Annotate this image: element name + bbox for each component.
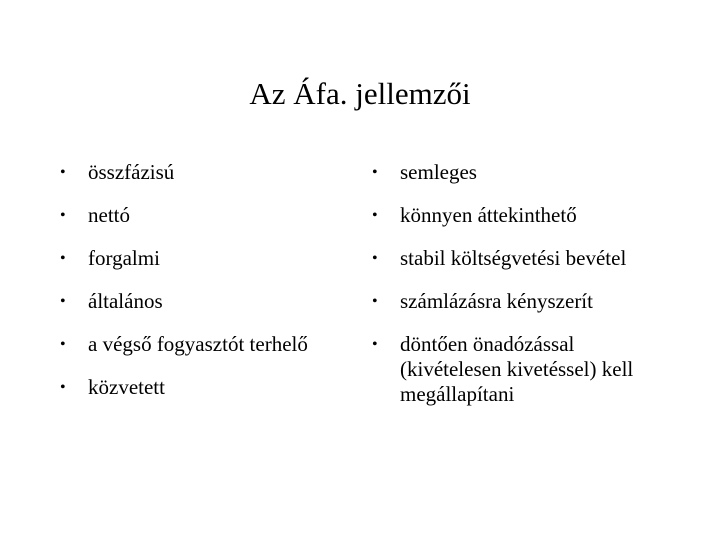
list-item-text: könnyen áttekinthető — [400, 203, 577, 227]
bullet-icon: • — [372, 336, 378, 353]
bullet-icon: • — [372, 164, 378, 181]
list-item-text: döntően önadózással (kivételesen kivetéssel) kell megállapítani — [400, 332, 634, 406]
list-item-text: a végső fogyasztót terhelő — [88, 332, 308, 356]
list-item — [370, 289, 700, 314]
list-item — [370, 246, 700, 271]
list-item-text: forgalmi — [88, 246, 160, 270]
slide-title: Az Áfa. jellemzői — [249, 76, 471, 111]
list-item-text: számlázásra kényszerít — [400, 289, 593, 313]
list-item-text: közvetett — [88, 375, 165, 399]
list-item — [58, 203, 368, 228]
right-bullet-list — [370, 160, 700, 425]
list-item-text: általános — [88, 289, 163, 313]
list-item-text: stabil költségvetési bevétel — [400, 246, 627, 270]
list-item — [370, 160, 700, 185]
list-item — [58, 375, 368, 400]
bullet-icon: • — [60, 379, 66, 396]
bullet-icon: • — [60, 207, 66, 224]
bullet-icon: • — [372, 207, 378, 224]
list-item-text: összfázisú — [88, 160, 175, 184]
list-item — [58, 332, 368, 357]
bullet-icon: • — [60, 250, 66, 267]
list-item-text: semleges — [400, 160, 477, 184]
list-item-text: nettó — [88, 203, 130, 227]
bullet-icon: • — [372, 250, 378, 267]
bullet-icon: • — [60, 164, 66, 181]
list-item — [58, 246, 368, 271]
bullet-icon: • — [60, 293, 66, 310]
list-item — [370, 203, 700, 228]
list-item — [58, 160, 368, 185]
bullet-icon: • — [372, 293, 378, 310]
list-item — [370, 332, 660, 407]
list-item — [58, 289, 368, 314]
left-bullet-list — [58, 160, 368, 418]
bullet-icon: • — [60, 336, 66, 353]
